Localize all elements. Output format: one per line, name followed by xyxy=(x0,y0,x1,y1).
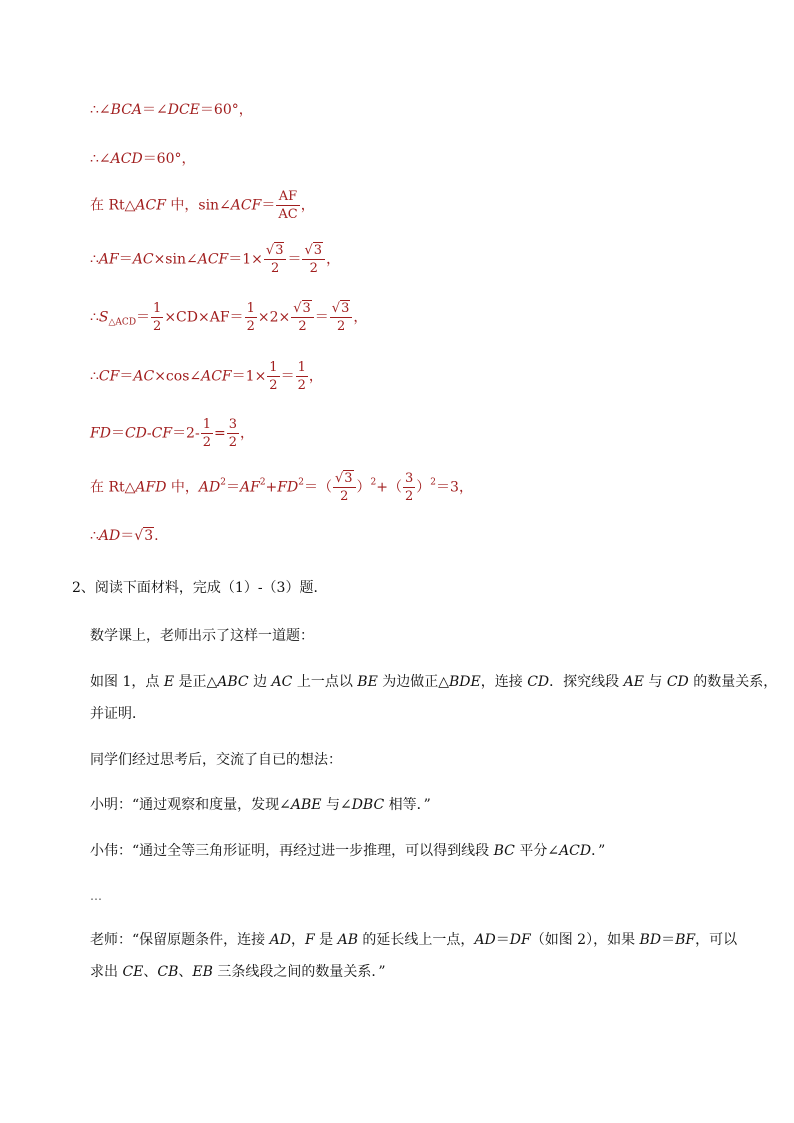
text: . xyxy=(154,528,159,544)
text: ×CD×AF＝ xyxy=(164,309,244,326)
solution-line-4 xyxy=(90,244,340,275)
text: ＝1× xyxy=(228,251,263,268)
var: AF xyxy=(98,251,119,268)
solution-line-2 xyxy=(90,149,196,169)
fraction: $\frac{1}{2}$ xyxy=(153,301,162,334)
text: ， xyxy=(240,425,254,442)
fraction: $\frac{3}{2}$ xyxy=(405,471,414,504)
text: ＝ xyxy=(314,309,329,326)
var: AD xyxy=(98,528,121,544)
solution-line-6 xyxy=(90,361,323,392)
var: AD xyxy=(198,479,221,496)
problem-paragraph-4: 小明：“通过观察和度量，发现∠ABE 与∠DBC 相等．” xyxy=(90,797,431,813)
text: ∴∠ xyxy=(90,102,111,118)
var: AFD xyxy=(135,479,167,496)
text: 中， xyxy=(166,479,199,496)
var: S xyxy=(98,309,109,326)
text: ＝60°， xyxy=(142,151,196,167)
problem-paragraph-2: 如图 1，点 E 是正△ABC 边 AC 上一点以 BE 为边做正△BDE，连接 CD．探究线段 AE 与 CD 的数量关系， xyxy=(90,674,778,690)
sqrt: √3 xyxy=(265,243,284,258)
problem-paragraph-5: 小伟：“通过全等三角形证明，再经过进一步推理，可以得到线段 BC 平分∠ACD．” xyxy=(90,843,606,859)
var: AC xyxy=(132,251,154,268)
text: ＝2- xyxy=(172,425,200,442)
text: ×cos∠ xyxy=(154,368,202,385)
numerator: AF xyxy=(276,190,299,206)
var: AC xyxy=(133,368,155,385)
problem-ellipsis: … xyxy=(90,889,102,903)
text: ， xyxy=(300,197,315,214)
fraction: $\frac{√3}{2}$ xyxy=(330,302,353,333)
sqrt: √3 xyxy=(304,243,323,258)
sqrt: √3 xyxy=(334,471,353,486)
var: DCE xyxy=(167,102,200,118)
fraction: $\frac{3}{2}$ xyxy=(228,417,237,450)
var: AF xyxy=(239,479,260,496)
text: ， xyxy=(326,251,341,268)
text: ＝ xyxy=(136,309,151,326)
text: ＝ xyxy=(261,197,276,214)
var: CD xyxy=(124,425,147,442)
text: ＝ xyxy=(119,368,134,385)
text: ×sin∠ xyxy=(153,251,198,268)
text: ＝∠ xyxy=(142,102,168,118)
fraction: $\frac{1}{2}$ xyxy=(202,417,211,450)
text: ∴ xyxy=(90,309,99,326)
problem-paragraph-2-cont: 并证明． xyxy=(90,706,146,722)
text: 在 Rt△ xyxy=(90,197,136,214)
text: +（ xyxy=(376,479,403,496)
text: 在 Rt△ xyxy=(90,479,136,496)
fraction: $\frac{√3}{2}$ xyxy=(333,472,356,503)
text: ∴ xyxy=(90,368,99,385)
text: ， xyxy=(308,368,323,385)
text: 中，sin∠ xyxy=(165,197,231,214)
text: = xyxy=(213,425,226,442)
fraction xyxy=(276,190,299,221)
text: ×2× xyxy=(257,309,291,326)
sqrt: √3 xyxy=(134,528,154,544)
var: ACF xyxy=(230,197,262,214)
fraction: $\frac{√3}{2}$ xyxy=(302,244,325,275)
text: ＝60°， xyxy=(199,102,253,118)
fraction: $\frac{1}{2}$ xyxy=(269,360,278,393)
solution-line-8: 在 Rt△AFD 中，$AD^2=AF^2+FD^2=$（ $\frac{√3}{2}$ ）$^2$+（ $\frac{3}{2}$ ）$^2$＝3， xyxy=(90,471,473,504)
text: + xyxy=(265,479,278,496)
solution-line-9 xyxy=(90,526,159,546)
solution-line-3 xyxy=(90,190,315,221)
problem-paragraph-1: 数学课上，老师出示了这样一道题： xyxy=(90,628,314,644)
var: ACD xyxy=(110,151,143,167)
problem-header: 2、阅读下面材料，完成（1）-（3）题． xyxy=(72,580,328,596)
text: ＝ xyxy=(280,368,295,385)
var: FD xyxy=(277,479,299,496)
solution-line-5 xyxy=(90,302,367,333)
text: ＝ xyxy=(225,479,240,496)
var: ACF xyxy=(197,251,229,268)
text: ∴ xyxy=(90,528,99,544)
text: ＝ xyxy=(120,528,135,544)
text: ） xyxy=(356,479,371,496)
fraction: $\frac{1}{2}$ xyxy=(246,301,255,334)
var: BCA xyxy=(110,102,143,118)
fraction: $\frac{1}{2}$ xyxy=(297,360,306,393)
var: CF xyxy=(98,368,120,385)
text: - xyxy=(146,425,152,442)
text: ＝ xyxy=(110,425,125,442)
text: ∴ xyxy=(90,251,99,268)
text: ∴∠ xyxy=(90,151,111,167)
text: ＝1× xyxy=(231,368,267,385)
text: ＝（ xyxy=(303,479,332,496)
sqrt: √3 xyxy=(293,301,311,316)
text: ， xyxy=(353,309,368,326)
fraction: $\frac{√3}{2}$ xyxy=(291,302,314,333)
subscript: △ACD xyxy=(108,317,137,328)
problem-paragraph-7-cont: 求出 CE、CB、EB 三条线段之间的数量关系．” xyxy=(90,964,386,980)
text: ＝ xyxy=(118,251,133,268)
problem-paragraph-3: 同学们经过思考后，交流了自已的想法： xyxy=(90,752,342,768)
text: ＝3， xyxy=(436,479,473,496)
problem-paragraph-7: 老师：“保留原题条件，连接 AD，F 是 AB 的延长线上一点，AD＝DF（如图 2），如果 BD＝BF，可以 xyxy=(90,932,738,948)
fraction: $\frac{√3}{2}$ xyxy=(264,244,287,275)
solution-line-7 xyxy=(90,418,254,449)
solution-line-1 xyxy=(90,100,253,120)
text: ＝ xyxy=(287,251,302,268)
var: ACF xyxy=(135,197,166,214)
sqrt: √3 xyxy=(331,301,350,316)
var: CF xyxy=(151,425,173,442)
var: FD xyxy=(90,425,111,442)
text: ） xyxy=(416,479,431,496)
var: ACF xyxy=(201,368,232,385)
denominator: AC xyxy=(278,207,298,222)
